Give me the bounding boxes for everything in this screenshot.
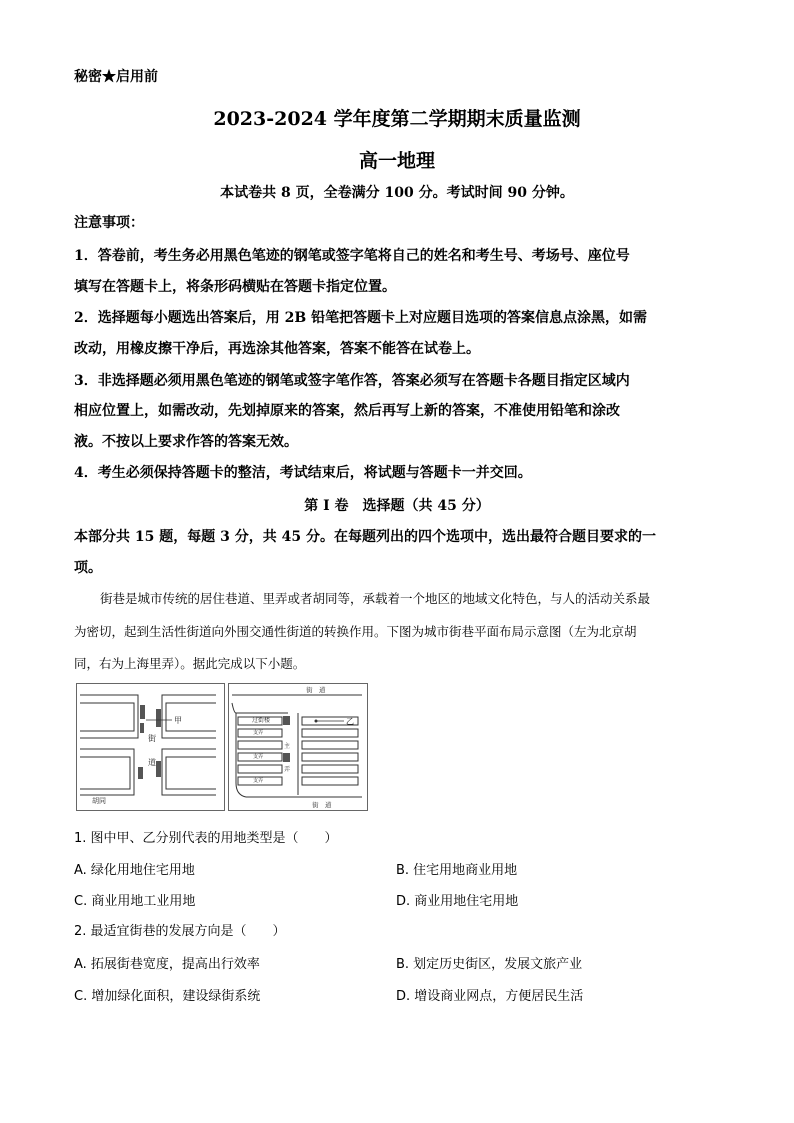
notice-line: 相应位置上，如需改动，先划掉原来的答案，然后再写上新的答案，不准使用铅笔和涂改 (74, 403, 620, 419)
notice-line: 1．答卷前，考生务必用黑色笔迹的钢笔或签字笔将自己的姓名和考生号、考场号、座位号 (74, 248, 630, 264)
option-a[interactable]: A. 拓展街巷宽度，提高出行效率 (74, 957, 260, 972)
notice-heading: 注意事项： (74, 215, 144, 231)
section-title: 第 I 卷 选择题（共 45 分） (304, 498, 490, 514)
label-yi: 乙 (346, 717, 354, 726)
option-c[interactable]: C. 增加绿化面积，建设绿街系统 (74, 989, 261, 1004)
notice-line: 填写在答题卡上，将条形码横贴在答题卡指定位置。 (74, 279, 396, 295)
exam-intro: 本试卷共 8 页，全卷满分 100 分。考试时间 90 分钟。 (220, 185, 574, 201)
passage-line: 为密切，起到生活性街道向外围交通性街道的转换作用。下图为城市街巷平面布局示意图（左为北京胡 (74, 624, 637, 639)
section-desc: 项。 (74, 560, 102, 576)
option-d[interactable]: D. 商业用地住宅用地 (396, 894, 519, 909)
option-c[interactable]: C. 商业用地工业用地 (74, 894, 196, 909)
label-guojielou: 过街楼 (252, 717, 271, 724)
label-zhu: 主 (284, 743, 291, 750)
label-hutong: 胡同 (92, 797, 106, 805)
label-zhinong: 支弄 (253, 754, 264, 760)
exam-subject: 高一地理 (358, 150, 435, 172)
label-jia: 甲 (174, 716, 182, 725)
label-nong: 弄 (284, 766, 291, 773)
exam-title: 2023-2024 学年度第二学期期末质量监测 (213, 108, 581, 130)
label-bottom-road: 街 道 (312, 801, 332, 809)
label-jie: 街 (148, 734, 156, 743)
option-d[interactable]: D. 增设商业网点，方便居民生活 (396, 989, 584, 1004)
notice-line: 3．非选择题必须用黑色笔迹的钢笔或签字笔作答，答案必须写在答题卡各题目指定区域内 (74, 373, 630, 389)
passage-line: 街巷是城市传统的居住巷道、里弄或者胡同等，承载着一个地区的地域文化特色，与人的活动关系最 (100, 591, 651, 606)
label-zhinong: 支弄 (253, 730, 264, 736)
notice-line: 4．考生必须保持答题卡的整洁，考试结束后，将试题与答题卡一并交回。 (74, 465, 532, 481)
option-a[interactable]: A. 绿化用地住宅用地 (74, 863, 195, 878)
notice-line: 改动，用橡皮擦干净后，再选涂其他答案，答案不能答在试卷上。 (74, 341, 480, 357)
notice-line: 液。不按以上要求作答的答案无效。 (74, 434, 298, 450)
label-zhinong: 支弄 (253, 778, 264, 784)
question-stem: 1. 图中甲、乙分别代表的用地类型是（ ） (74, 831, 338, 846)
label-top-road: 街 道 (306, 686, 326, 694)
notice-line: 2．选择题每小题选出答案后，用 2B 铅笔把答题卡上对应题目选项的答案信息点涂黑，如需 (74, 310, 648, 326)
option-b[interactable]: B. 划定历史街区，发展文旅产业 (396, 957, 583, 972)
label-dao: 道 (148, 758, 156, 767)
option-b[interactable]: B. 住宅用地商业用地 (396, 863, 518, 878)
passage-line: 同，右为上海里弄）。据此完成以下小题。 (74, 656, 306, 671)
section-desc: 本部分共 15 题，每题 3 分，共 45 分。在每题列出的四个选项中，选出最符合题目要求的一 (74, 529, 656, 545)
question-stem: 2. 最适宜街巷的发展方向是（ ） (74, 924, 286, 939)
street-layout-map (76, 683, 368, 811)
confidential-mark: 秘密★启用前 (74, 69, 158, 85)
